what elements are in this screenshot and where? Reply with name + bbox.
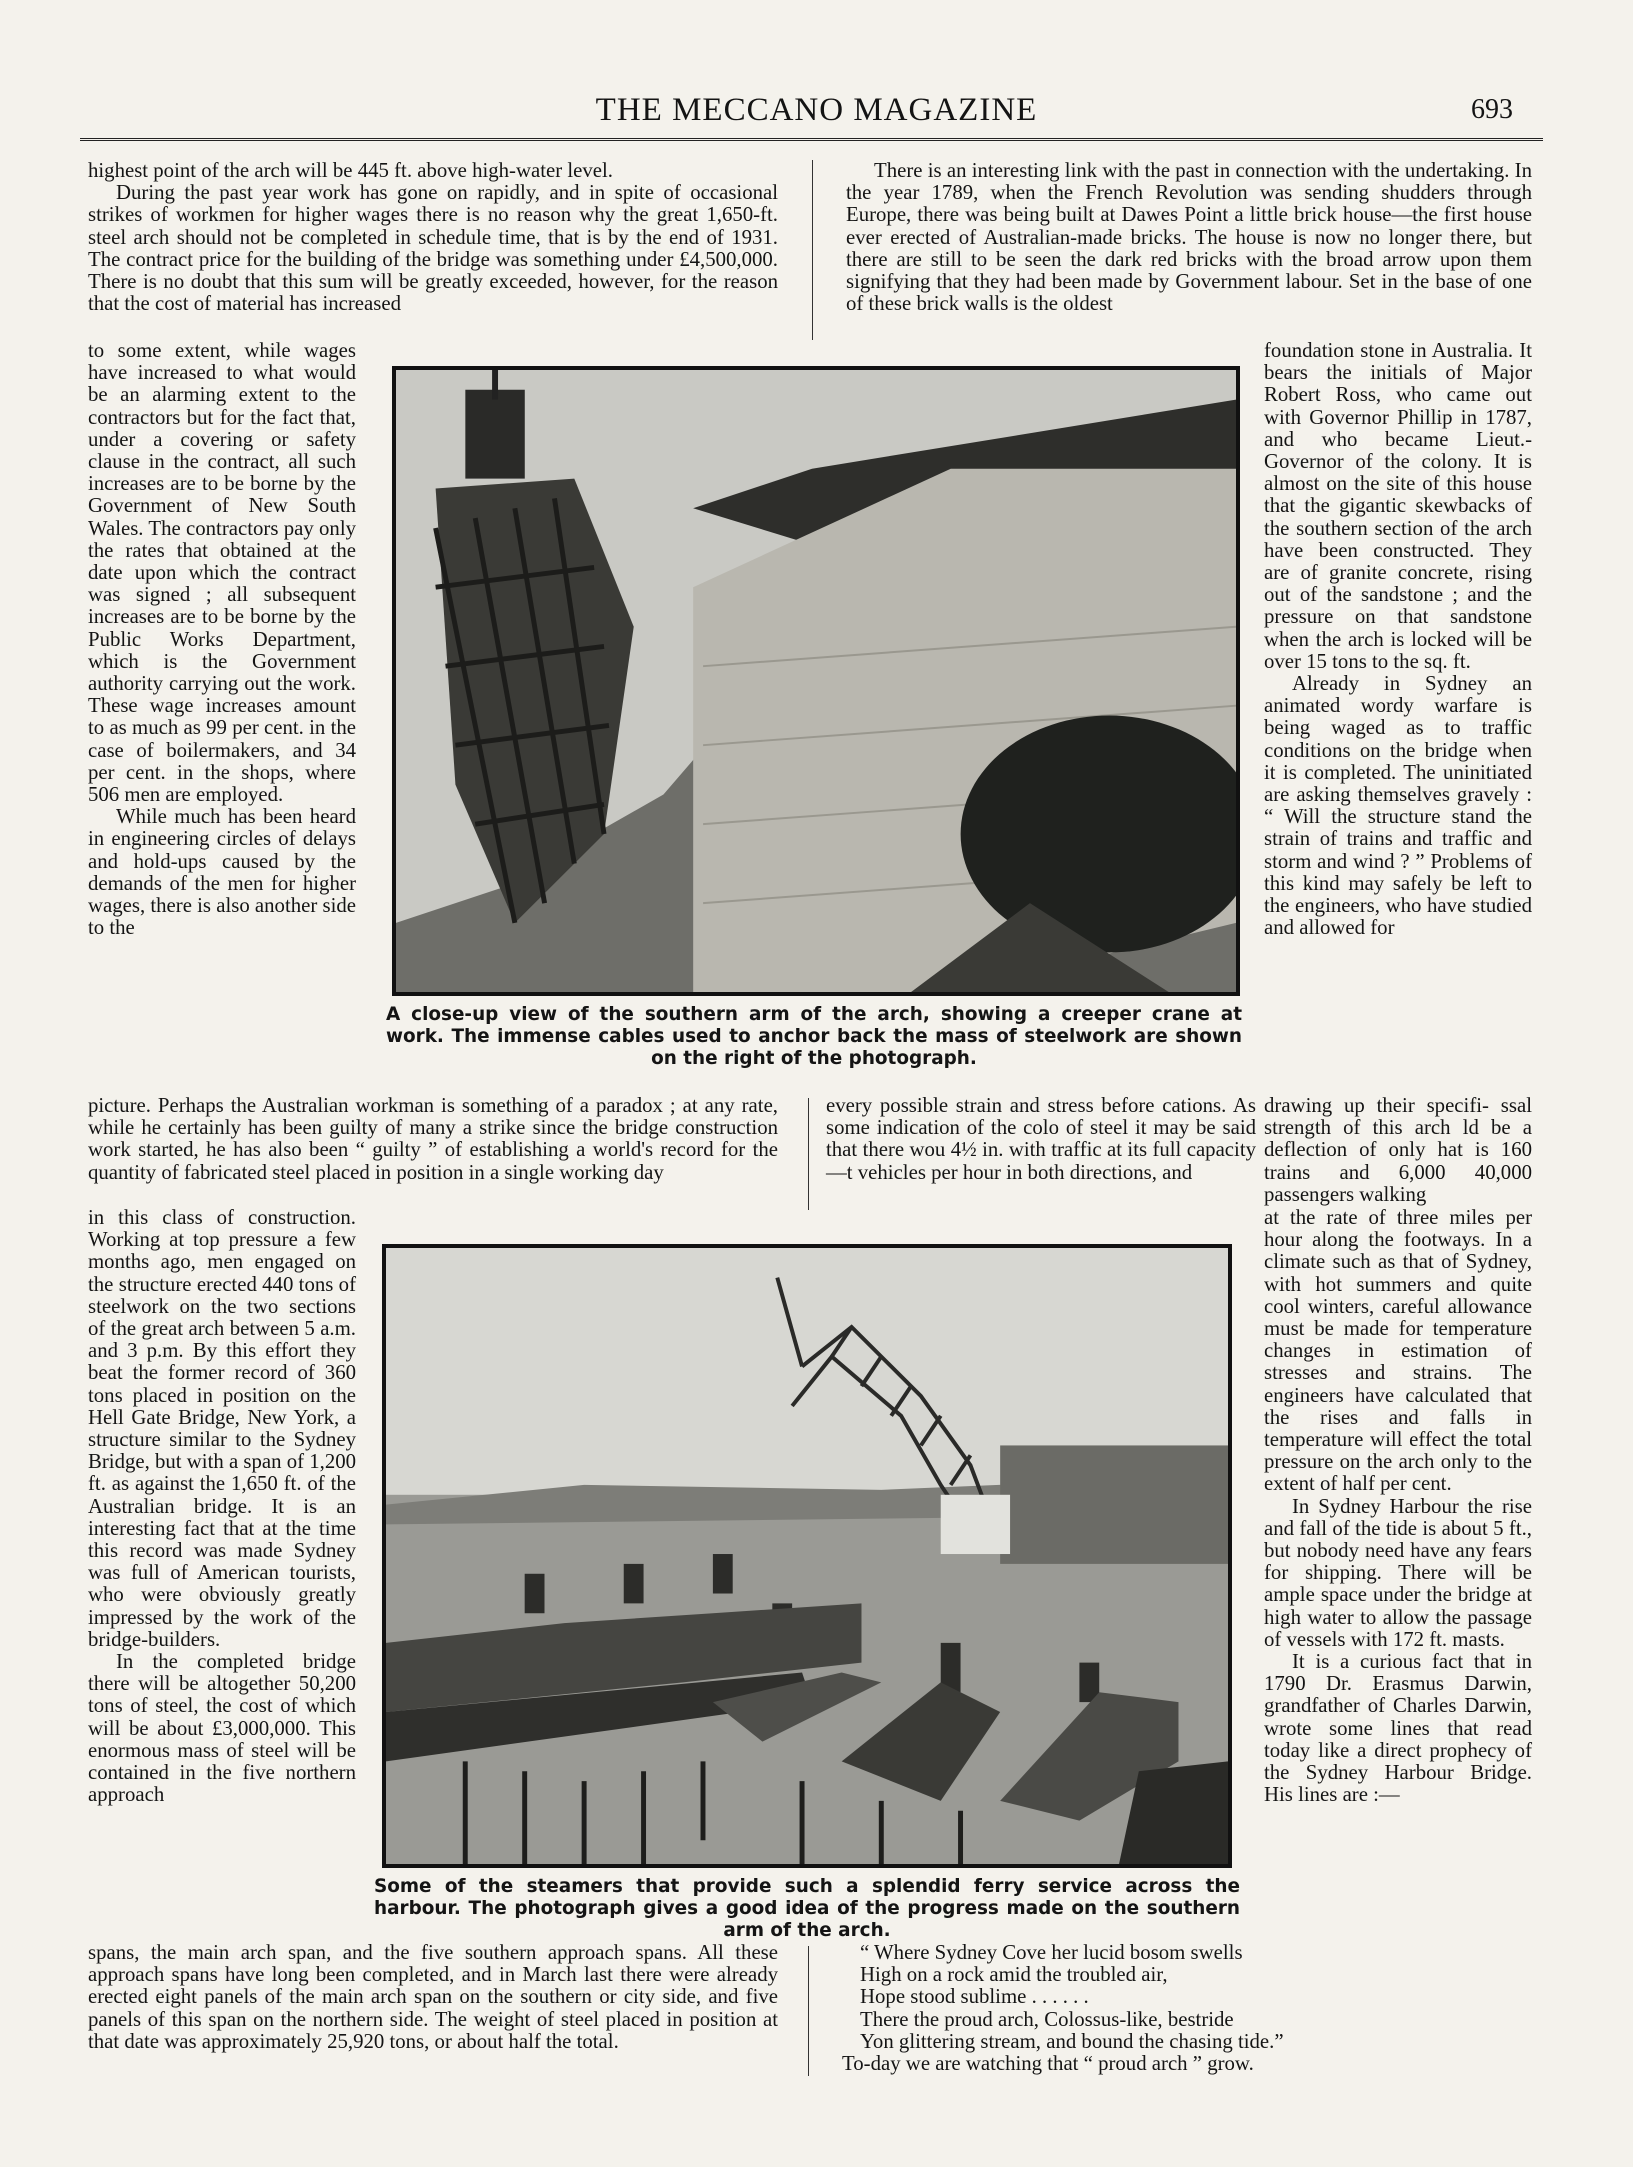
poem-line-5: Yon glittering stream, and bound the chasing tide.” bbox=[860, 2029, 1284, 2053]
paragraph-wages: to some extent, while wages have increased to what would be an alarming extent to the contractors but for the fact that, under a covering or safety clause in the contract, all such increases are to be borne by the Government of New South Wales. The contractors pay only the rates that obtained at the date upon which the contract was signed ; all subsequent increases are to be borne by the Public Works Department, which is the Government authority carrying out the work. These wage increases amount to as much as 99 per cent. in the case of boilermakers, and 34 per cent. in the shops, where 506 men are employed. bbox=[88, 339, 356, 807]
poem-line-1: “ Where Sydney Cove her lucid bosom swells bbox=[860, 1941, 1243, 1964]
column-divider-bottom bbox=[808, 1946, 809, 2076]
column-divider-mid bbox=[808, 1098, 809, 1210]
photo2-caption: Some of the steamers that provide such a splendid ferry service across the harbour. The photograph gives a good idea of the progress made on the southern arm of the arch. bbox=[374, 1876, 1240, 1941]
left-narrow-column-1 bbox=[88, 340, 356, 1105]
left-column-bottom bbox=[88, 1942, 778, 2076]
left-column-mid bbox=[88, 1095, 778, 1207]
paragraph-arch-height: highest point of the arch will be 445 ft. above high-water level. bbox=[88, 159, 613, 182]
paragraph-strain-stress-a: every possible strain and stress before cations. As some indication of the colo of steel it may be said that there wou 4½ in. with traffic at its full capacity—t vehicles per hour in both directions, and bbox=[826, 1094, 1256, 1184]
paragraph-past-year: During the past year work has gone on rapidly, and in spite of occasional strikes of workmen for higher wages there is no reason why the great 1,650-ft. steel arch should not be completed in schedule time, that is by the end of 1931. The contract price for the building of the bridge was something under £4,500,000. There is no doubt that this sum will be greatly exceeded, however, for the reason that the cost of material has increased bbox=[88, 181, 778, 316]
paragraph-wordy-warfare: Already in Sydney an animated wordy warfare is being waged as to traffic conditions on the bridge when it is completed. The uninitiated are asking themselves gravely : “ Will the structure stand the strain of trains and traffic and storm and wind ? ” Problems of this kind may safely be left to the engineers, who have studied and allowed for bbox=[1264, 672, 1532, 940]
paragraph-completed-bridge: In the completed bridge there will be altogether 50,200 tons of steel, the cost of which will be about £3,000,000. This enormous mass of steel will be contained in the five northern approach bbox=[88, 1650, 356, 1807]
southern-arm-illustration bbox=[396, 370, 1236, 992]
paragraph-approach-spans: spans, the main arch span, and the five southern approach spans. All these approach spans have long been completed, and in March last there were already erected eight panels of the main arch span on the southern or city side, and five panels of this span on the northern side. The weight of steel placed in position at that date was approximately 25,920 tons, or about half the total. bbox=[88, 1941, 778, 2053]
column-divider-top bbox=[812, 160, 813, 340]
header-rule bbox=[80, 138, 1543, 141]
poem-line-3: Hope stood sublime . . . . . . bbox=[860, 1985, 1089, 2009]
page-number: 693 bbox=[1471, 94, 1513, 125]
left-narrow-column-2 bbox=[88, 1207, 356, 1942]
poem-closing-line: To-day we are watching that “ proud arch ” grow. bbox=[842, 2052, 1254, 2076]
paragraph-delays: While much has been heard in engineering circles of delays and hold-ups caused by the demands of the men for higher wages, there is also another side to the bbox=[88, 805, 356, 940]
right-column-mid-b bbox=[1264, 1095, 1532, 1207]
page-header bbox=[80, 92, 1553, 132]
paragraph-darwin: It is a curious fact that in 1790 Dr. Erasmus Darwin, grandfather of Charles Darwin, wrote some lines that read today like a direct prophecy of the Sydney Harbour Bridge. His lines are :— bbox=[1264, 1650, 1532, 1807]
paragraph-foundation-stone: foundation stone in Australia. It bears the initials of Major Robert Ross, who came out with Governor Phillip in 1787, and who became Lieut.-Governor of the colony. It is almost on the site of this house that the gigantic skewbacks of the southern section of the arch have been constructed. They are of granite concrete, rising out of the sandstone ; and the pressure on that sandstone when the arch is locked will be over 15 tons to the sq. ft. bbox=[1264, 339, 1532, 673]
paragraph-link-with-past: There is an interesting link with the past in connection with the undertaking. In the year 1789, when the French Revolution was sending shudders through Europe, there was being built at Dawes Point a little brick house—the first house ever erected of Australian-made bricks. The house is now no longer there, but there are still to be seen the dark red bricks with the broad arrow upon them signifying that they had been made by Government labour. Set in the base of one of these brick walls is the oldest bbox=[846, 159, 1532, 316]
paragraph-record: in this class of construction. Working at top pressure a few months ago, men engaged on the structure erected 440 tons of steelwork on the two sections of the great arch between 5 a.m. and 3 p.m. By this effort they beat the former record of 360 tons placed in position on the Hell Gate Bridge, New York, a structure similar to the Sydney Bridge, but with a span of 1,200 ft. as against the 1,650 ft. of the Australian bridge. It is an interesting fact that at the time this record was made Sydney was full of American tourists, who were obviously greatly impressed by the work of the bridge-builders. bbox=[88, 1206, 357, 1651]
paragraph-paradox: picture. Perhaps the Australian workman is something of a paradox ; at any rate, while he certainly has been guilty of many a strike since the bridge construction work started, he has also been “ guilty ” of establishing a world's record for the quantity of fabricated steel placed in position in a single working day bbox=[88, 1094, 778, 1184]
left-column-top bbox=[88, 160, 778, 338]
paragraph-footways: at the rate of three miles per hour along the footways. In a climate such as that of Sydney, with hot summers and quite cool winters, careful allowance must be made for temperature changes in estimation of stresses and strains. The engineers have calculated that the rises and falls in temperature will effect the total pressure on the arch only to the extent of half per cent. bbox=[1264, 1206, 1532, 1496]
poem-block bbox=[842, 1942, 1532, 2076]
right-narrow-column-2 bbox=[1264, 1207, 1532, 1940]
paragraph-tide: In Sydney Harbour the rise and fall of the tide is about 5 ft., but nobody need have any fears for shipping. There will be ample space under the bridge at high water to allow the passage of vessels with 172 ft. masts. bbox=[1264, 1494, 1532, 1651]
right-column-top bbox=[846, 160, 1532, 338]
magazine-title: THE MECCANO MAGAZINE bbox=[595, 92, 1038, 128]
photo-ferry-steamers bbox=[382, 1244, 1232, 1868]
right-narrow-column-1 bbox=[1264, 340, 1532, 1105]
photo1-caption: A close-up view of the southern arm of the arch, showing a creeper crane at work. The immense cables used to anchor back the mass of steelwork are shown on the right of the photograph. bbox=[386, 1004, 1242, 1069]
paragraph-strain-stress-b: drawing up their specifi- ssal strength of this arch ld be a deflection of only hat is 160 trains and 6,000 40,000 passengers walking bbox=[1264, 1094, 1532, 1206]
harbour-illustration bbox=[386, 1248, 1228, 1864]
poem-line-2: High on a rock amid the troubled air, bbox=[860, 1963, 1168, 1987]
right-column-mid-a bbox=[826, 1095, 1256, 1207]
poem-line-4: There the proud arch, Colossus-like, bestride bbox=[860, 2007, 1234, 2031]
photo-southern-arm-crane bbox=[392, 366, 1240, 996]
